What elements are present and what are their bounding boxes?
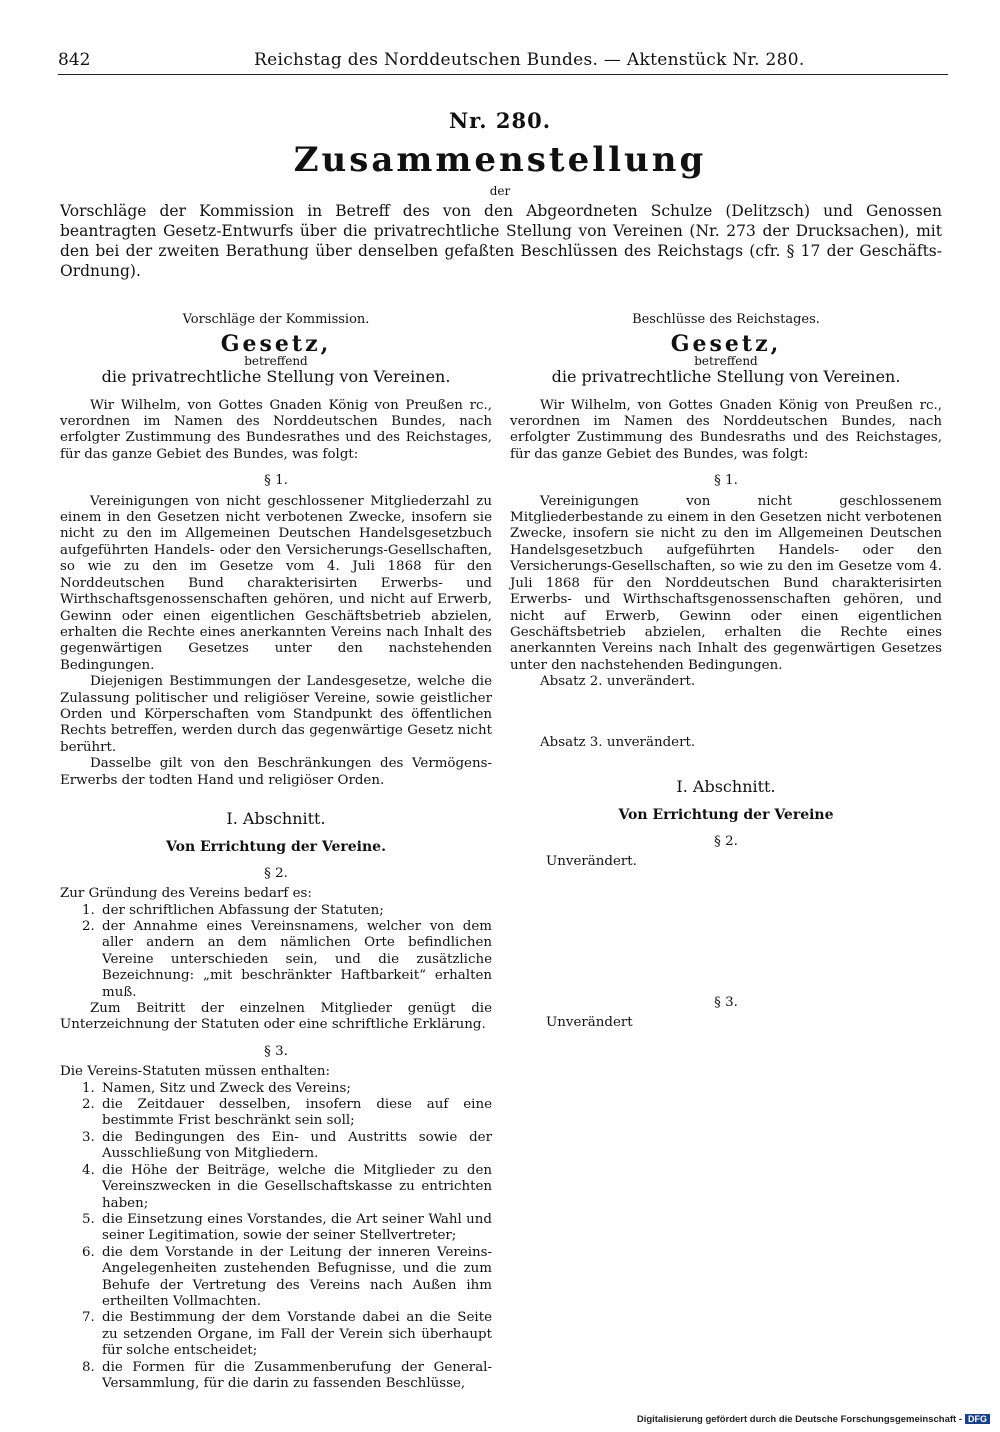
document-intro: Vorschläge der Kommission in Betreff des von den Abgeordneten Schulze (Delitzsch) und Genossen beantragten Gesetz-Entwurfs über die privatrechtliche Stellung von Vereinen (Nr. 273 der Drucksachen), mit den bei der zweiten Berathung über denselben gefaßten Beschlüssen des Reichstags (cfr. § 17 der Geschäfts-Ordnung).	[60, 202, 942, 280]
paragraph-1-text-a: Vereinigungen von nicht geschlossener Mitgliederzahl zu einem in den Gesetzen nicht verbotenen Zwecke, insofern sie nicht zu den im Allgemeinen Deutschen Handelsgesetzbuch aufgeführten Handels- oder den Versicherungs-Gesellschaften, so wie zu den im Gesetze vom 4. Juli 1868 für den Norddeutschen Bund charakterisirten Erwerbs- und Wirthschaftsgenossenschaften gehören, und nicht auf Erwerb, Gewinn oder einen eigentlichen Geschäftsbetrieb abzielen, erhalten die Rechte eines anerkannten Vereins nach Inhalt des gegenwärtigen Gesetzes unter den nachstehenden Bedingungen.	[60, 493, 492, 673]
paragraph-2-title: § 2.	[714, 833, 738, 849]
page-number: 842	[58, 50, 91, 70]
list-item-number: 4.	[82, 1162, 95, 1178]
law-title: Gesetz,	[220, 331, 332, 358]
paragraph-1-text-a: Vereinigungen von nicht geschlossenem Mitgliederbestande zu einem in den Gesetzen nicht verbotenen Zwecke, insofern sie nicht zu den im Allgemeinen Deutschen Handelsgesetzbuch aufgeführten Handels- oder den Versicherungs-Gesellschaften, so wie zu den im Gesetze vom 4. Juli 1868 für den Norddeutschen Bund charakterisirten Erwerbs- und Wirthschaftsgenossenschaften gehören, und nicht auf Erwerb, Gewinn oder einen eigentlichen Geschäftsbetrieb abzielen, erhalten die Rechte eines anerkannten Vereins nach Inhalt des gegenwärtigen Gesetzes unter den nachstehenden Bedingungen.	[510, 493, 942, 673]
dfg-logo: DFG	[965, 1414, 990, 1424]
paragraph-2-outro: Zum Beitritt der einzelnen Mitglieder genügt die Unterzeichnung der Statuten oder eine schriftliche Erklärung.	[60, 1001, 492, 1033]
paragraph-1-text-c: Dasselbe gilt von den Beschränkungen des Vermögens-Erwerbs der todten Hand und religiöser Orden.	[60, 756, 492, 788]
list-item	[60, 903, 492, 919]
preamble: Wir Wilhelm, von Gottes Gnaden König von Preußen rc., verordnen im Namen des Norddeutschen Bundes, nach erfolgter Zustimmung des Bundesrathes und des Reichstages, für das ganze Gebiet des Bundes, was folgt:	[60, 397, 492, 462]
list-item-number: 1.	[82, 1080, 95, 1096]
list-item	[60, 1245, 492, 1311]
section-title: I. Abschnitt.	[226, 808, 326, 828]
list-item-text: die Bestimmung der dem Vorstande dabei an die Seite zu setzenden Organe, im Fall der Verein sich überhaupt für solche entscheidet;	[102, 1310, 492, 1359]
preamble: Wir Wilhelm, von Gottes Gnaden König von Preußen rc., verordnen im Namen des Norddeutschen Bundes, nach erfolgter Zustimmung des Bundesraths und des Reichstages, für das ganze Gebiet des Bundes, was folgt:	[510, 397, 942, 462]
column-header: Beschlüsse des Reichstages.	[632, 312, 820, 327]
paragraph-2-list	[60, 903, 492, 1001]
list-item-text: Namen, Sitz und Zweck des Vereins;	[102, 1080, 351, 1096]
list-item-number: 6.	[82, 1244, 95, 1260]
law-subject: die privatrechtliche Stellung von Vereinen.	[551, 367, 901, 387]
list-item-text: der schriftlichen Abfassung der Statuten;	[102, 902, 384, 918]
section-heading: Von Errichtung der Vereine	[618, 807, 834, 824]
law-subject: die privatrechtliche Stellung von Vereinen.	[101, 367, 451, 387]
list-item-number: 3.	[82, 1129, 95, 1145]
list-item-number: 2.	[82, 919, 95, 934]
paragraph-3-text: Unverändert	[546, 1014, 633, 1030]
list-item-number: 7.	[82, 1310, 95, 1326]
list-item	[60, 1212, 492, 1245]
list-item	[60, 1163, 492, 1212]
column-commission-proposals	[60, 312, 492, 1392]
document-number: Nr. 280.	[448, 108, 552, 133]
list-item-text: der Annahme eines Vereinsnamens, welcher von dem aller andern an dem nämlichen Orte befindlichen Vereine unterschieden sein, und die zusätzliche Bezeichnung: „mit beschränkter Haftbarkeit“ erhalten muß.	[102, 919, 492, 1000]
digitization-credit	[637, 1414, 990, 1425]
list-item	[60, 1097, 492, 1130]
absatz-3-note: Absatz 3. unverändert.	[540, 734, 696, 750]
paragraph-3-list	[60, 1081, 492, 1393]
running-title: Reichstag des Norddeutschen Bundes. — Aktenstück Nr. 280.	[254, 50, 805, 70]
list-item-text: die Höhe der Beiträge, welche die Mitglieder zu den Vereinszwecken in die Gesellschaftskasse zu entrichten haben;	[102, 1162, 492, 1211]
document-title: Zusammenstellung	[293, 140, 707, 180]
paragraph-1-text-b: Diejenigen Bestimmungen der Landesgesetze, welche die Zulassung politischer und religiöser Vereine, sowie geistlicher Orden und Körperschaften vom Standpunkt des öffentlichen Rechts betreffen, werden durch das gegenwärtige Gesetz nicht berührt.	[60, 674, 492, 755]
list-item	[60, 1360, 492, 1393]
paragraph-3-intro: Die Vereins-Statuten müssen enthalten:	[60, 1064, 331, 1080]
credit-text: Digitalisierung gefördert durch die Deutsche Forschungsgemeinschaft -	[636, 1414, 962, 1425]
law-title: Gesetz,	[670, 331, 782, 358]
list-item	[60, 1310, 492, 1359]
paragraph-2-intro: Zur Gründung des Vereins bedarf es:	[60, 886, 312, 902]
paragraph-1-title: § 1.	[714, 473, 738, 489]
section-heading: Von Errichtung der Vereine.	[166, 839, 386, 856]
law-betreffend: betreffend	[244, 353, 308, 368]
list-item-number: 8.	[82, 1359, 95, 1375]
absatz-2-note: Absatz 2. unverändert.	[540, 674, 696, 690]
list-item	[60, 919, 492, 1001]
list-item	[60, 1130, 492, 1163]
list-item	[60, 1081, 492, 1097]
column-header: Vorschläge der Kommission.	[182, 312, 370, 327]
list-item-text: die Bedingungen des Ein- und Austritts sowie der Ausschließung von Mitgliedern.	[102, 1129, 492, 1162]
paragraph-2-title: § 2.	[264, 865, 288, 881]
list-item-text: die Einsetzung eines Vorstandes, die Art seiner Wahl und seiner Legitimation, sowie der seiner Stellvertreter;	[102, 1211, 492, 1244]
list-item-text: die Zeitdauer desselben, insofern diese auf eine bestimmte Frist beschränkt sein soll;	[102, 1097, 492, 1129]
title-connector: der	[489, 184, 511, 198]
list-item-text: die Formen für die Zusammenberufung der General-Versammlung, für die darin zu fassenden Beschlüsse,	[102, 1359, 492, 1391]
law-betreffend: betreffend	[694, 353, 758, 368]
list-item-number: 2.	[82, 1097, 95, 1113]
column-reichstag-resolutions	[510, 312, 942, 1031]
paragraph-3-title: § 3.	[264, 1043, 288, 1059]
running-header	[58, 48, 948, 75]
paragraph-3-title: § 3.	[714, 994, 738, 1010]
list-item-number: 5.	[82, 1211, 95, 1227]
paragraph-2-text: Unverändert.	[546, 854, 637, 870]
list-item-text: die dem Vorstande in der Leitung der inneren Vereins-Angelegenheiten zustehenden Befugnisse, und die zum Behufe der Vertretung des Vereins nach Außen ihm ertheilten Vollmachten.	[102, 1244, 492, 1309]
section-title: I. Abschnitt.	[676, 776, 776, 796]
list-item-number: 1.	[82, 902, 95, 918]
paragraph-1-title: § 1.	[264, 473, 288, 489]
